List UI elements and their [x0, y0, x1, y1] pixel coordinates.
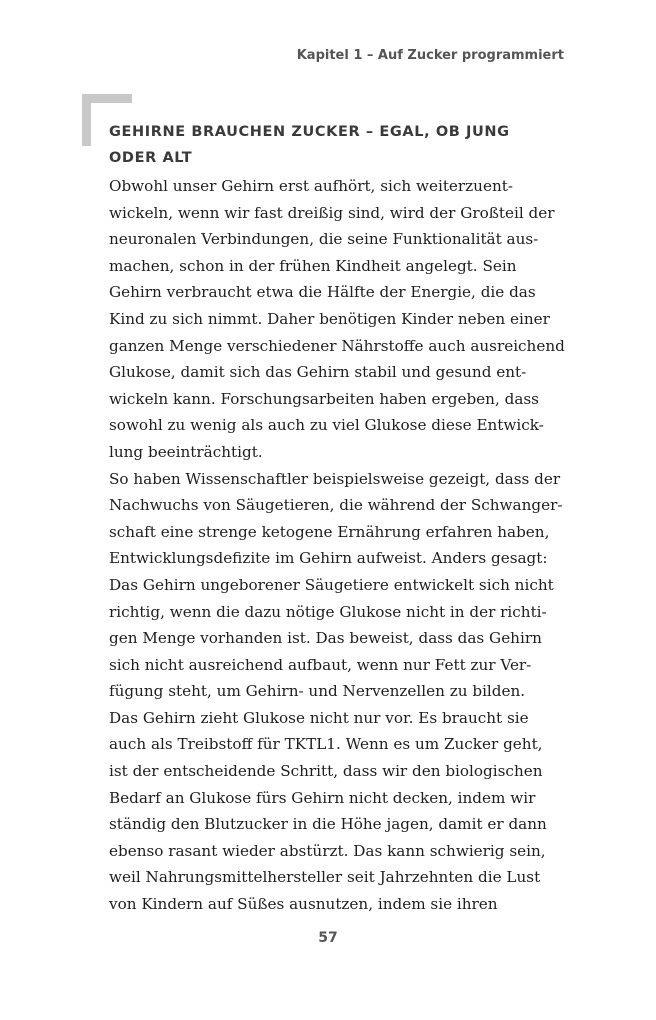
text-line: neuronalen Verbindungen, die seine Funktionalität aus- [109, 230, 539, 249]
text-line: gen Menge vorhanden ist. Das beweist, dass das Gehirn [109, 629, 542, 648]
text-line: wickeln kann. Forschungsarbeiten haben ergeben, dass [109, 389, 539, 408]
text-line: schaft eine strenge ketogene Ernährung erfahren haben, [109, 522, 550, 541]
text-line: sich nicht ausreichend aufbaut, wenn nur Fett zur Ver- [109, 655, 532, 674]
text-line: So haben Wissenschaftler beispielsweise gezeigt, dass der [109, 469, 561, 488]
text-line: ganzen Menge verschiedener Nährstoffe auch ausreichend [109, 336, 565, 355]
text-line: wickeln, wenn wir fast dreißig sind, wird der Großteil der [109, 203, 555, 222]
text-line: Nachwuchs von Säugetieren, die während der Schwanger- [109, 496, 563, 515]
section-heading-line: ODER ALT [109, 150, 193, 166]
text-line: ist der entscheidende Schritt, dass wir den biologischen [109, 762, 543, 781]
text-line: ebenso rasant wieder abstürzt. Das kann schwierig sein, [109, 841, 546, 860]
text-line: ständig den Blutzucker in die Höhe jagen, damit er dann [109, 815, 547, 834]
page-number: 57 [318, 930, 338, 946]
text-line: Glukose, damit sich das Gehirn stabil und gesund ent- [109, 363, 527, 382]
text-line: Entwicklungsdefizite im Gehirn aufweist. Anders gesagt: [109, 549, 548, 568]
text-line: Gehirn verbraucht etwa die Hälfte der Energie, die das [109, 283, 536, 302]
text-line: von Kindern auf Süßes ausnutzen, indem sie ihren [109, 895, 498, 914]
text-line: Obwohl unser Gehirn erst aufhört, sich weiterzuent- [109, 177, 513, 195]
body-text [109, 173, 565, 918]
text-line: Das Gehirn zieht Glukose nicht nur vor. Es braucht sie [109, 708, 529, 727]
corner-bracket-vertical [82, 94, 91, 146]
section-heading-line: GEHIRNE BRAUCHEN ZUCKER – EGAL, OB JUNG [109, 124, 510, 140]
section-heading [109, 119, 529, 171]
text-line: auch als Treibstoff für TKTL1. Wenn es um Zucker geht, [109, 735, 543, 754]
text-line: Kind zu sich nimmt. Daher benötigen Kinder neben einer [109, 309, 550, 328]
text-line: sowohl zu wenig als auch zu viel Glukose diese Entwick- [109, 416, 544, 435]
text-line: weil Nahrungsmittelhersteller seit Jahrzehnten die Lust [109, 868, 541, 887]
text-line: Das Gehirn ungeborener Säugetiere entwickelt sich nicht [109, 575, 554, 594]
text-line: richtig, wenn die dazu nötige Glukose nicht in der richti- [109, 602, 547, 621]
text-line: fügung steht, um Gehirn- und Nervenzellen zu bilden. [109, 682, 526, 701]
text-line: Bedarf an Glukose fürs Gehirn nicht decken, indem wir [109, 788, 536, 807]
text-line: machen, schon in der frühen Kindheit angelegt. Sein [109, 256, 517, 275]
running-head: Kapitel 1 – Auf Zucker programmiert [296, 48, 564, 63]
text-line: lung beeinträchtigt. [109, 442, 263, 461]
